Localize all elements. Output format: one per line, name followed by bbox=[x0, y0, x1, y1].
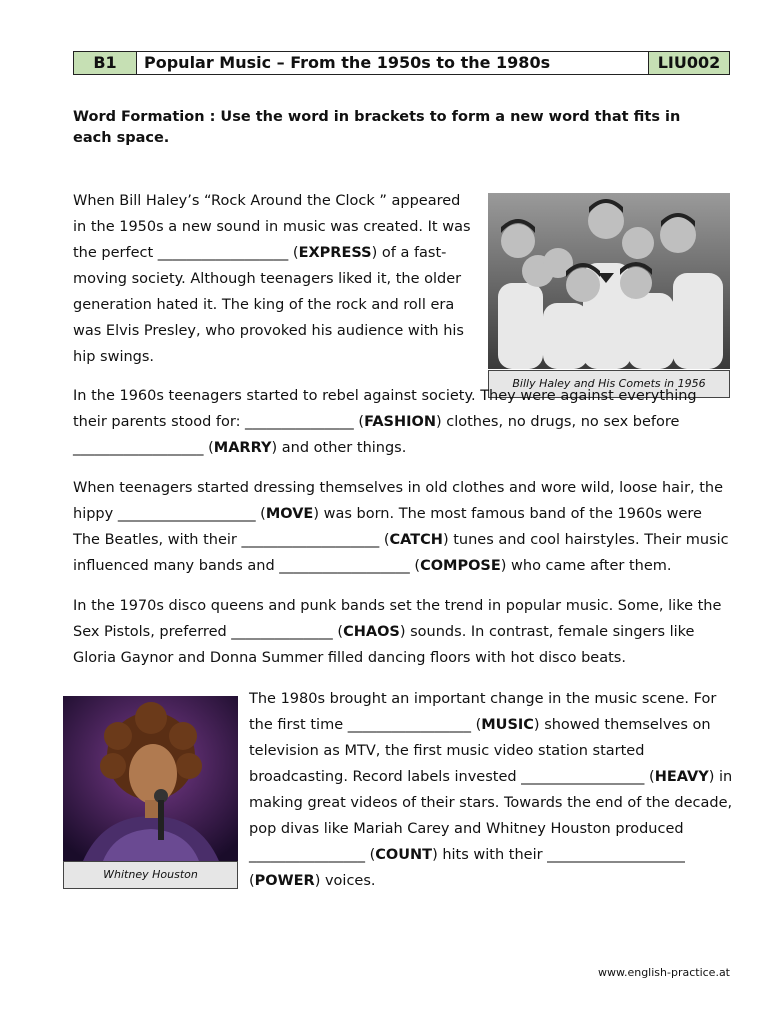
keyword: COMPOSE bbox=[420, 558, 501, 574]
paragraph-hippies: When teenagers started dressing themselves in old clothes and wore wild, loose hair, the hippy ___________________ (MOVE) was born. The most famous band of the 1960s were The Beatles, with their ___________________ (CATCH) tunes and cool hairstyles. Their music influenced many bands and __________________ (COMPOSE) who came after them. bbox=[73, 480, 729, 574]
keyword: COUNT bbox=[375, 847, 433, 863]
keyword: HEAVY bbox=[654, 769, 709, 785]
keyword: CHAOS bbox=[343, 624, 400, 640]
level-badge: B1 bbox=[74, 52, 137, 74]
band-photo-image bbox=[488, 193, 730, 369]
paragraph-1950s: When Bill Haley’s “Rock Around the Clock ” appeared in the 1950s a new sound in music was created. It was the perfect __________________ (EXPRESS) of a fast-moving society. Although teenagers liked it, the older generation hated it. The king of the rock and roll era was Elvis Presley, who provoked his audience with his hip swings. bbox=[73, 193, 471, 365]
instruction: Word Formation : Use the word in brackets to form a new word that fits in each space. bbox=[73, 109, 681, 146]
keyword: FASHION bbox=[364, 414, 436, 430]
keyword: EXPRESS bbox=[298, 245, 372, 261]
footer-url: www.english-practice.at bbox=[597, 966, 730, 979]
worksheet-header bbox=[73, 51, 730, 75]
keyword: MARRY bbox=[213, 440, 272, 456]
worksheet-title: Popular Music – From the 1950s to the 1980s bbox=[137, 52, 649, 74]
worksheet-code: LIU002 bbox=[649, 52, 729, 74]
paragraph-1980s: The 1980s brought an important change in the music scene. For the first time _________________ (MUSIC) showed themselves on television as MTV, the first music video station started broadcasting. Record labels invested _________________ (HEAVY) in making great videos of their stars. Towards the end of the decade, pop divas like Mariah Carey and Whitney Houston produced ________________ (COUNT) hits with their ___________________ (POWER) voices. bbox=[249, 691, 733, 889]
keyword: CATCH bbox=[389, 532, 443, 548]
singer-photo-caption: Whitney Houston bbox=[63, 861, 238, 889]
singer-photo-image bbox=[63, 696, 238, 861]
band-photo-caption: Billy Haley and His Comets in 1956 bbox=[488, 370, 730, 398]
keyword: MOVE bbox=[265, 506, 314, 522]
keyword: MUSIC bbox=[481, 717, 534, 733]
singer-photo bbox=[63, 696, 238, 861]
band-photo bbox=[488, 193, 730, 369]
keyword: POWER bbox=[254, 873, 315, 889]
paragraph-1960s: In the 1960s teenagers started to rebel against society. They were against everything their parents stood for: _______________ (FASHION) clothes, no drugs, no sex before __________________ (MARRY) and other things. bbox=[73, 388, 697, 456]
paragraph-1970s: In the 1970s disco queens and punk bands set the trend in popular music. Some, like the Sex Pistols, preferred ______________ (CHAOS) sounds. In contrast, female singers like Gloria Gaynor and Donna Summer filled dancing floors with hot disco beats. bbox=[73, 598, 722, 666]
